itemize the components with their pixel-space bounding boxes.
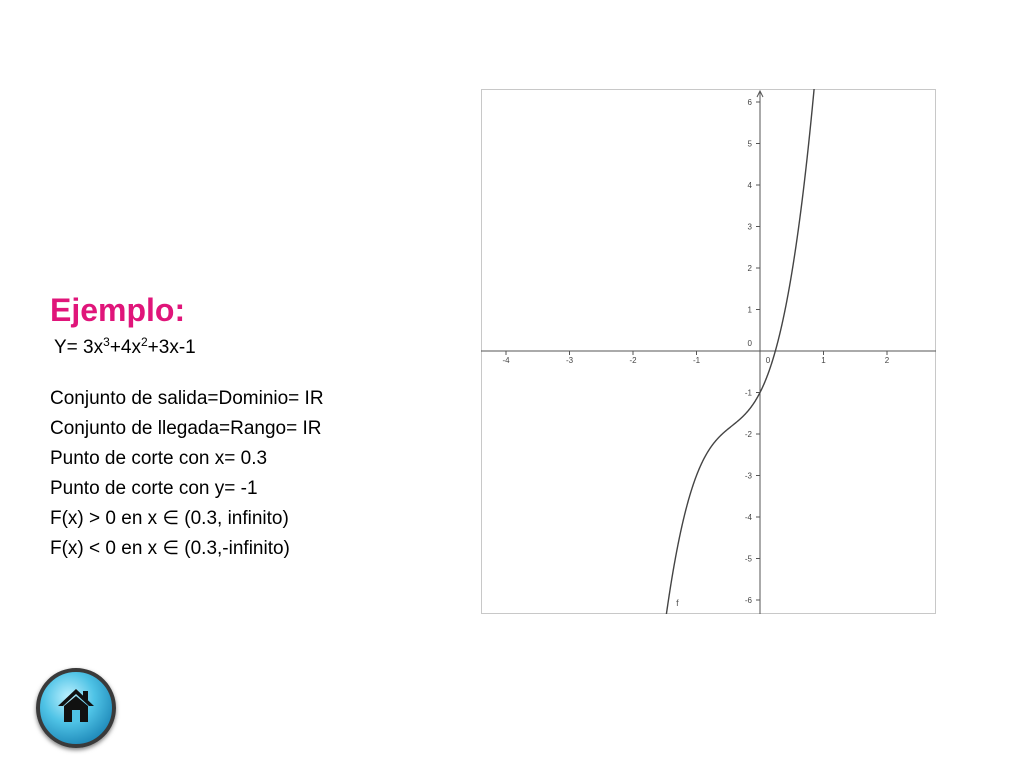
- y-tick-label: -5: [744, 554, 752, 564]
- y-tick-label: 4: [747, 181, 752, 190]
- function-graph: [481, 89, 936, 614]
- positive-interval-line: F(x) > 0 en x ∈ (0.3, infinito): [50, 508, 289, 529]
- x-tick-label: -4: [502, 356, 510, 365]
- formula-exponent-2: 2: [140, 335, 148, 349]
- function-properties-list: [50, 384, 450, 564]
- slide-title: Ejemplo:: [50, 292, 186, 328]
- x-intercept-line: Punto de corte con x= 0.3: [50, 448, 268, 469]
- x-tick-label: 1: [821, 356, 826, 365]
- x-tick-label: -2: [629, 356, 637, 365]
- formula-prefix: Y= 3x: [54, 337, 104, 358]
- y-tick-label: -6: [744, 596, 752, 605]
- origin-label: 0: [747, 339, 752, 348]
- curve-label: f: [676, 598, 679, 609]
- formula-mid: +4x: [109, 337, 141, 358]
- formula-exponent-3: 3: [103, 335, 110, 349]
- negative-interval-line: F(x) < 0 en x ∈ (0.3,-infinito): [50, 538, 290, 559]
- y-tick-label: 5: [747, 139, 752, 149]
- x-tick-label: -3: [565, 356, 574, 365]
- y-tick-label: -1: [744, 388, 752, 398]
- y-tick-label: 2: [747, 264, 752, 273]
- x-origin-label: 0: [765, 356, 771, 365]
- y-tick-label: -2: [744, 430, 752, 439]
- home-button[interactable]: [36, 668, 116, 748]
- y-tick-label: 3: [747, 222, 752, 232]
- y-tick-label: 1: [747, 305, 752, 315]
- range-line: Conjunto de llegada=Rango= IR: [50, 418, 322, 439]
- x-tick-label: -1: [692, 356, 701, 365]
- y-intercept-line: Punto de corte con y= -1: [50, 478, 258, 499]
- home-icon: [56, 686, 96, 726]
- domain-line: Conjunto de salida=Dominio= IR: [50, 388, 324, 409]
- y-tick-label: -3: [744, 471, 752, 481]
- x-tick-label: 2: [884, 356, 890, 365]
- y-tick-label: -4: [744, 513, 752, 522]
- slide-text-block: [50, 292, 450, 564]
- y-tick-label: 6: [747, 98, 752, 107]
- formula-suffix: +3x-1: [147, 337, 196, 358]
- function-formula: [54, 334, 450, 362]
